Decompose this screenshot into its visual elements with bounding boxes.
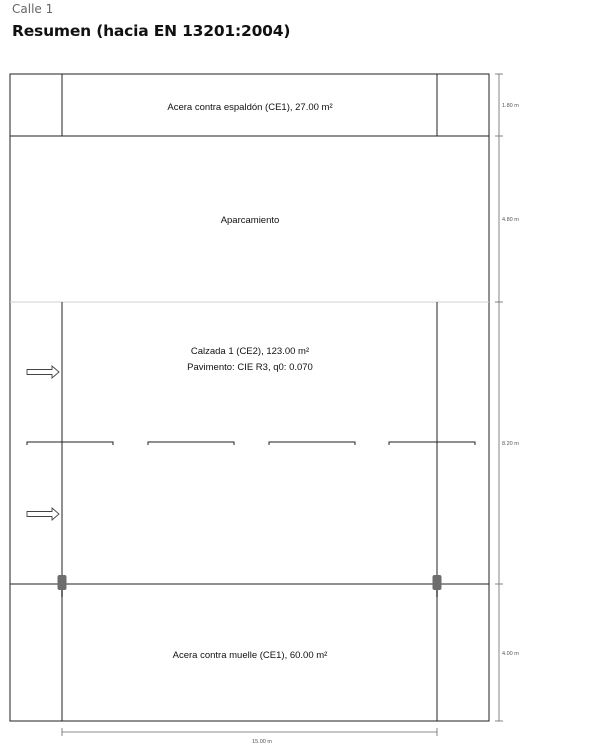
plan-frame (10, 74, 489, 721)
sidewalk-top-label: Acera contra espaldón (CE1), 27.00 m² (167, 102, 333, 113)
width-label-parking: 4.80 m (502, 217, 519, 223)
width-dimension-chain (495, 74, 503, 721)
lane-dash (269, 442, 355, 445)
traffic-arrow-icon (27, 508, 59, 520)
lane-dash (148, 442, 234, 445)
sidewalk-bottom-label: Acera contra muelle (CE1), 60.00 m² (172, 650, 328, 661)
width-label-sidewalk-bottom: 4.00 m (502, 651, 519, 657)
luminaire-icon (58, 575, 67, 597)
traffic-arrow-icon (27, 366, 59, 378)
lane-center-marking (27, 442, 475, 445)
width-label-sidewalk-top: 1.80 m (502, 103, 519, 109)
street-name: Calle 1 (12, 2, 54, 16)
width-label-roadway: 8.20 m (502, 441, 519, 447)
length-label: 15.00 m (252, 739, 272, 745)
page-title: Resumen (hacia EN 13201:2004) (12, 22, 291, 40)
lane-dash (389, 442, 475, 445)
luminaire-icon (433, 575, 442, 597)
roadway-label: Calzada 1 (CE2), 123.00 m² (190, 346, 310, 357)
parking-label: Aparcamiento (220, 215, 280, 226)
pavement-label: Pavimento: CIE R3, q0: 0.070 (187, 362, 313, 373)
length-dimension (62, 728, 437, 736)
lane-dash (27, 442, 113, 445)
